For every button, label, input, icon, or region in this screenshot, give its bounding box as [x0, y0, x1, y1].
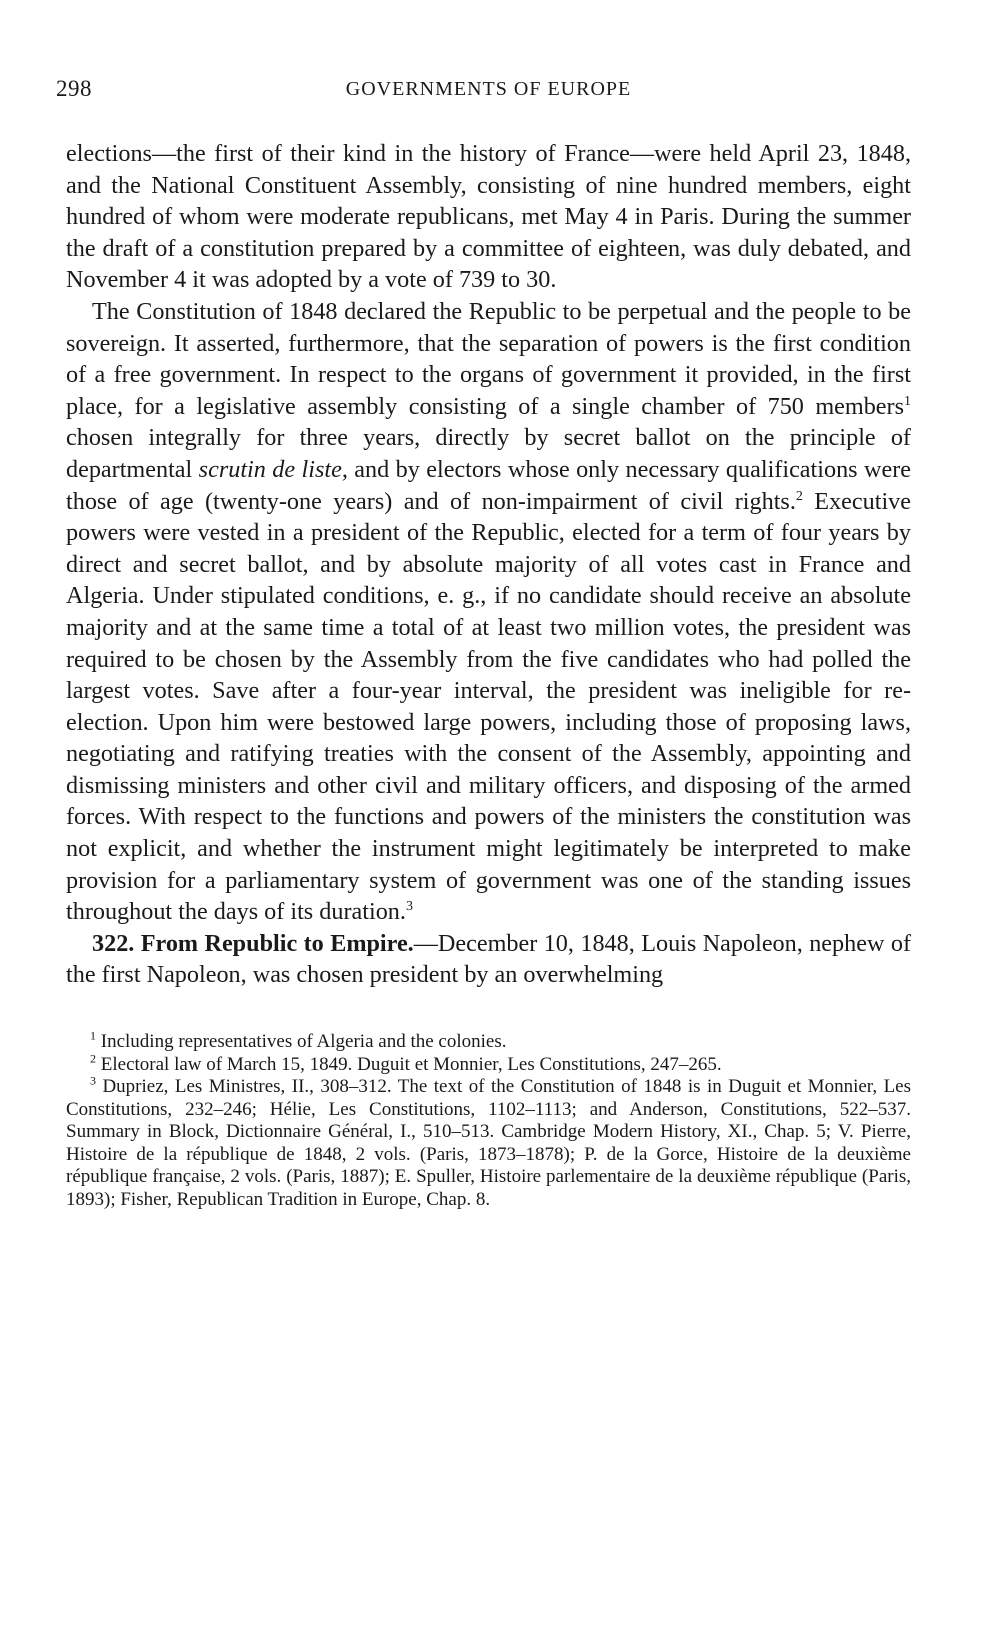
paragraph-2-text-c: and by electors whose only necessary qualifications were those of age (twenty-one years) and of non-impairment of civil rights.	[66, 455, 911, 515]
paragraph-3-text: —December 10, 1848, Louis Napoleon, nephew of the first Napoleon, was chosen president by an overwhelming	[66, 929, 911, 989]
footnote-ref-1: 1	[904, 393, 911, 409]
footnote-3	[66, 1073, 911, 1211]
footnote-marker-3: 3	[90, 1073, 96, 1088]
footnote-2	[66, 1051, 911, 1077]
paragraph-1-text: elections—the first of their kind in the history of France—were held April 23, 1848, and the National Constituent Assembly, consisting of nine hundred members, eight hundred of whom were moderate republicans, met May 4 in Paris. During the summer the draft of a constitution prepared by a committee of eighteen, was duly debated, and November 4 it was adopted by a vote of 739 to 30.	[66, 140, 911, 294]
footnote-1	[66, 1028, 911, 1054]
paragraph-1	[66, 138, 911, 296]
paragraph-2-text-b: chosen integrally for three years, directly by secret ballot on the principle of departmental	[66, 424, 911, 483]
footnote-text-2: Electoral law of March 15, 1849. Duguit et Monnier, Les Constitutions, 247–265.	[96, 1053, 722, 1075]
footnote-ref-3: 3	[405, 899, 413, 915]
italic-term: scrutin de liste,	[198, 455, 348, 483]
footnote-text-1: Including representatives of Algeria and the colonies.	[96, 1031, 507, 1053]
paragraph-3	[66, 928, 911, 991]
running-title: GOVERNMENTS OF EUROPE	[345, 78, 632, 100]
body-text	[66, 138, 911, 991]
footnote-marker-2: 2	[90, 1051, 96, 1066]
footnotes	[66, 1028, 911, 1211]
book-page	[56, 72, 911, 1211]
footnote-ref-2: 2	[795, 488, 803, 504]
paragraph-2-text-a: The Constitution of 1848 declared the Republic to be perpetual and the people to be sovereign. It asserted, furthermore, that the separation of powers is the first condition of a free government. In respect to the organs of government it provided, in the first place, for a legislative assembly consisting of a single chamber of 750 members	[66, 297, 911, 420]
running-head	[56, 72, 911, 112]
footnote-marker-1: 1	[90, 1028, 96, 1043]
paragraph-2-text-d: Executive powers were vested in a president of the Republic, elected for a term of four years by direct and secret ballot, and by absolute majority of all votes cast in France and Algeria. Under stipulated conditions, e. g., if no candidate should receive an absolute majority and at the same time a total of at least two million votes, the president was required to be chosen by the Assembly from the five candidates who had polled the largest votes. Save after a four-year interval, the president was ineligible for re-election. Upon him were bestowed large powers, including those of proposing laws, negotiating and ratifying treaties with the consent of the Assembly, appointing and dismissing ministers and other civil and military officers, and disposing of the armed forces. With respect to the functions and powers of the ministers the constitution was not explicit, and whether the instrument might legitimately be interpreted to make provision for a parliamentary system of government was one of the standing issues throughout the days of its duration.	[66, 487, 911, 926]
paragraph-2	[66, 296, 911, 928]
section-heading: 322. From Republic to Empire.	[92, 929, 414, 957]
page-number: 298	[56, 76, 92, 101]
footnote-text-3: Dupriez, Les Ministres, II., 308–312. The text of the Constitution of 1848 is in Duguit et Monnier, Les Constitutions, 232–246; Hélie, Les Constitutions, 1102–1113; and Anderson, Constitutions, 522–537. Summary in Block, Dictionnaire Général, I., 510–513. Cambridge Modern History, XI., Chap. 5; V. Pierre, Histoire de la république de 1848, 2 vols. (Paris, 1873–1878); P. de la Gorce, Histoire de la deuxième république française, 2 vols. (Paris, 1887); E. Spuller, Histoire parlementaire de la deuxième république (Paris, 1893); Fisher, Republican Tradition in Europe, Chap. 8.	[66, 1076, 911, 1210]
